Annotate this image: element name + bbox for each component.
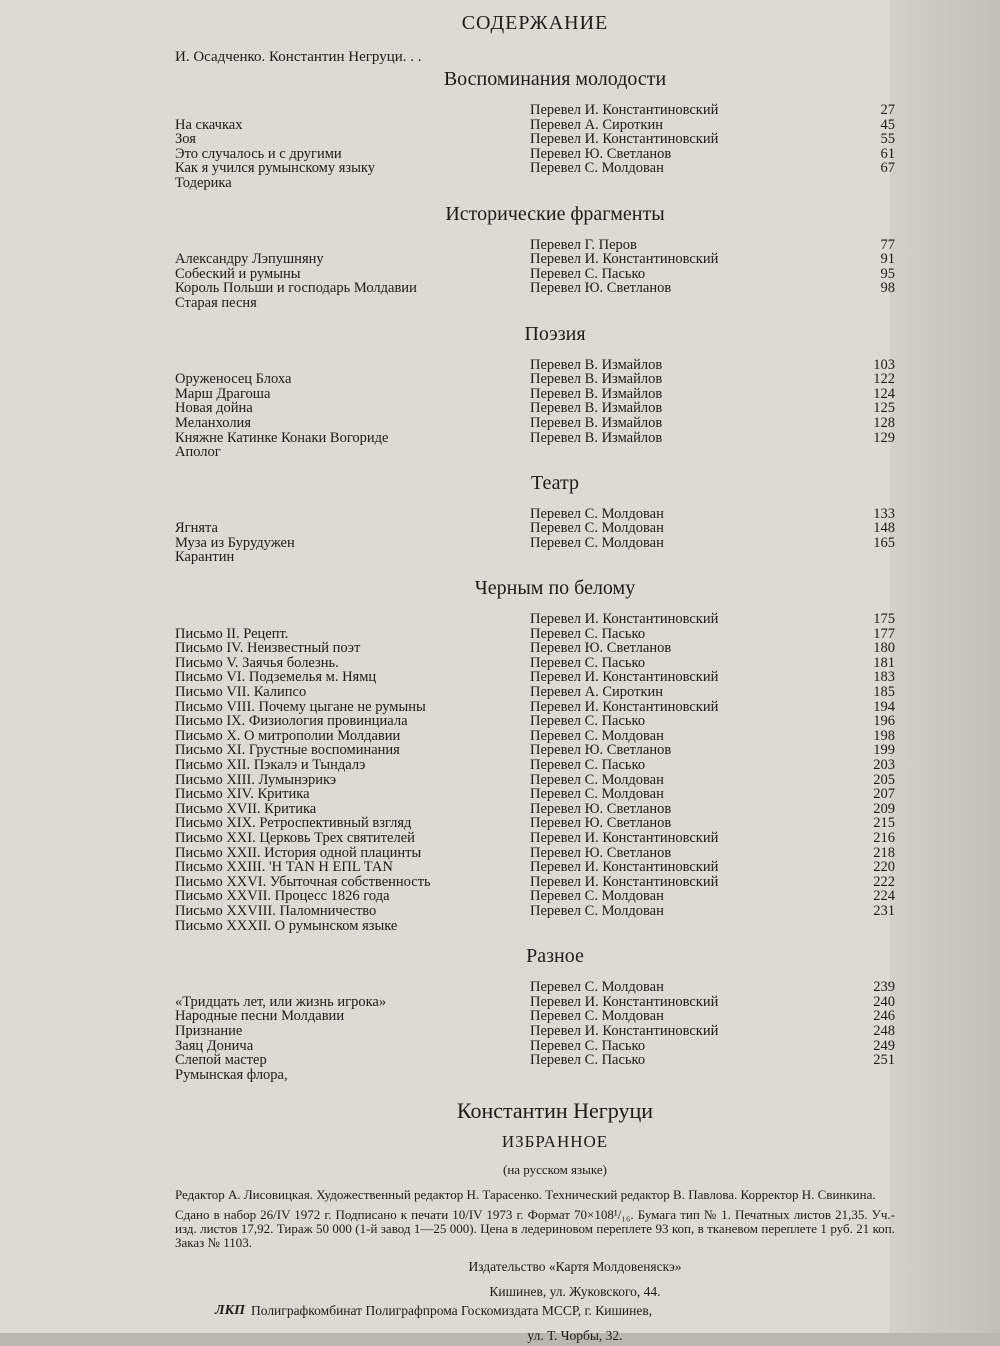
toc-row [175, 729, 895, 744]
page-number: 67 [880, 160, 895, 177]
toc-row [175, 1068, 895, 1083]
page-number [850, 550, 895, 565]
section-title: Исторические фрагменты [445, 202, 665, 225]
page-number: 194 [873, 698, 895, 715]
page-number: 128 [873, 414, 895, 431]
entry-title: Слепой мастер [175, 1053, 267, 1068]
translator: Перевел Ю. Светланов [530, 281, 672, 296]
translator: Перевел С. Пасько [530, 714, 646, 729]
page-number [850, 919, 895, 934]
page-number: 180 [873, 640, 895, 657]
toc-row [175, 743, 895, 758]
toc-row [175, 758, 895, 773]
entry-title: Письмо IX. Физиология провинциала [175, 714, 408, 729]
toc-row [175, 831, 895, 846]
translator: Перевел С. Пасько [530, 1038, 646, 1054]
toc-row [175, 281, 895, 296]
translator: Перевел В. Измайлов [530, 372, 663, 387]
entry-title: Письмо XI. Грустные воспоминания [175, 743, 400, 758]
page-number: 220 [873, 859, 895, 876]
page-number: 103 [873, 356, 895, 373]
entry-title: Карантин [175, 550, 235, 566]
page-number: 251 [873, 1052, 895, 1069]
entry-title: Письмо XXII. История одной плацинты [175, 845, 422, 861]
translator: Перевел Ю. Светланов [530, 743, 672, 758]
entry-title: Это случалось и с другими [175, 146, 342, 162]
entry-title [175, 238, 530, 253]
section-title: Воспоминания молодости [443, 68, 667, 90]
toc-row [175, 161, 895, 176]
entry-title [175, 612, 530, 627]
translator: Перевел С. Пасько [530, 1053, 646, 1068]
toc-row [175, 904, 895, 919]
page-edge [890, 0, 1000, 1333]
translator: Перевел И. Константиновский [530, 612, 719, 627]
toc-row [175, 1024, 895, 1039]
toc-row [175, 296, 895, 311]
entry-title: Письмо XII. Пэкалэ и Тындалэ [175, 758, 366, 773]
translator: Перевел И. Константиновский [530, 252, 719, 267]
translator: Перевел Ю. Светланов [530, 641, 672, 656]
translator: Перевел С. Молдован [530, 506, 664, 522]
language-note: (на русском языке) [503, 1162, 607, 1178]
page-number: 222 [873, 873, 895, 890]
page-number: 196 [873, 713, 895, 730]
page-number: 77 [880, 236, 895, 253]
translator: Перевел В. Измайлов [530, 401, 663, 416]
toc-row [175, 132, 895, 147]
translator: Перевел С. Молдован [530, 787, 664, 802]
toc-row [175, 118, 895, 133]
toc-row [175, 401, 895, 416]
section-title: Поэзия [524, 322, 586, 345]
entry-title: Письмо II. Рецепт. [175, 626, 289, 642]
translator: Перевел И. Константиновский [530, 830, 719, 846]
page-number: 198 [873, 727, 895, 744]
page-number [850, 1068, 895, 1083]
translator: Перевел Г. Перов [530, 237, 637, 253]
entry-title: Тодерика [175, 175, 232, 191]
entry-title: Письмо XIII. Лумынэрикэ [175, 772, 337, 788]
toc-row [175, 656, 895, 671]
section-title: Разное [526, 945, 584, 968]
page-number: 249 [873, 1037, 895, 1054]
entry-title: Письмо VII. Калипсо [175, 685, 307, 700]
translator: Перевел И. Константиновский [530, 874, 719, 890]
translator [530, 919, 850, 934]
page-number: 215 [873, 815, 895, 832]
translator: Перевел С. Молдован [530, 728, 664, 744]
toc-row [175, 773, 895, 788]
entry-title: Король Польши и господарь Молдавии [175, 281, 417, 296]
page-number: 231 [873, 902, 895, 919]
entry-title: Собеский и румыны [175, 266, 301, 282]
translator: Перевел С. Молдован [530, 980, 664, 995]
entry-title: Старая песня [175, 295, 257, 311]
toc-row [175, 267, 895, 282]
contents-list [175, 8, 895, 1346]
translator: Перевел С. Пасько [530, 655, 646, 671]
toc-row [175, 816, 895, 831]
translator: Перевел Ю. Светланов [530, 146, 672, 162]
entry-title: Александру Лэпушняну [175, 252, 324, 267]
translator: Перевел И. Константиновский [530, 132, 719, 147]
entry-title: Аполог [175, 445, 221, 460]
page-number: 216 [873, 829, 895, 846]
translator: Перевел С. Пасько [530, 266, 646, 282]
toc-row [175, 995, 895, 1010]
toc-row [175, 550, 895, 565]
toc-row [175, 358, 895, 373]
toc-row [175, 507, 895, 522]
page-number: 55 [880, 131, 895, 148]
translator: Перевел А. Сироткин [530, 685, 664, 700]
entry-title: Письмо VI. Подземелья м. Нямц [175, 670, 377, 686]
translator: Перевел И. Константиновский [530, 994, 719, 1010]
page-number: 175 [873, 611, 895, 628]
page-number: 27 [880, 102, 895, 118]
toc-row [175, 612, 895, 627]
translator: Перевел С. Пасько [530, 758, 646, 773]
toc-row [175, 252, 895, 267]
entry-title: Письмо XXVII. Процесс 1826 года [175, 889, 390, 904]
page-number: 199 [873, 742, 895, 759]
toc-row [175, 521, 895, 536]
toc-row [175, 641, 895, 656]
toc-row [175, 860, 895, 875]
page-number: 61 [880, 145, 895, 162]
toc-row [175, 431, 895, 446]
entry-title: Письмо XIX. Ретроспективный взгляд [175, 816, 412, 831]
translator: Перевел С. Молдован [530, 1009, 664, 1024]
toc-row [175, 238, 895, 253]
page-number: 218 [873, 844, 895, 861]
entry-title [175, 358, 530, 373]
toc-row [175, 700, 895, 715]
translator [530, 1068, 850, 1083]
toc-row [175, 387, 895, 402]
translator [530, 445, 850, 460]
translator: Перевел И. Константиновский [530, 1023, 719, 1039]
toc-row [175, 1053, 895, 1068]
page-number: 124 [873, 385, 895, 402]
entry-title: На скачках [175, 117, 243, 133]
translator: Перевел С. Молдован [530, 772, 664, 788]
translator [530, 550, 850, 565]
printer-line [215, 1302, 895, 1319]
page-number [850, 176, 895, 191]
entry-title: Письмо VIII. Почему цыгане не румыны [175, 699, 426, 715]
toc-row [175, 445, 895, 460]
entry-title: Письмо IV. Неизвестный поэт [175, 641, 361, 656]
translator: Перевел С. Молдован [530, 889, 664, 904]
entry-title: Марш Драгоша [175, 386, 271, 402]
page-number: 205 [873, 771, 895, 788]
entry-title: Ягнята [175, 521, 218, 536]
translator [530, 176, 850, 191]
entry-title: Письмо XXIII. 'Н ТАN Н ЕПL ТАN [175, 860, 393, 875]
page-number: 45 [880, 116, 895, 133]
translator: Перевел Ю. Светланов [530, 816, 672, 831]
publisher: Издательство «Картя Молдовеняскэ» [468, 1259, 682, 1275]
translator: Перевел И. Константиновский [530, 103, 719, 118]
entry-title: Письмо XXXII. О румынском языке [175, 918, 398, 934]
printer-text: Полиграфкомбинат Полиграфпрома Госкомиздата МССР, г. Кишинев, [251, 1303, 653, 1319]
page-number: 181 [873, 654, 895, 671]
translator: Перевел С. Пасько [530, 626, 646, 642]
translator: Перевел В. Измайлов [530, 386, 663, 402]
page-number: 246 [873, 1008, 895, 1025]
page-number: 98 [880, 280, 895, 297]
toc-row [175, 1039, 895, 1054]
page-number: 95 [880, 265, 895, 282]
toc-row [175, 372, 895, 387]
page-number: 122 [873, 371, 895, 388]
entry-title: «Тридцать лет, или жизнь игрока» [175, 994, 387, 1010]
translator: Перевел А. Сироткин [530, 117, 664, 133]
entry-title: Признание [175, 1023, 243, 1039]
toc-row [175, 536, 895, 551]
printer-address: ул. Т. Чорбы, 32. [527, 1328, 623, 1344]
page-number: 91 [880, 251, 895, 268]
print-info-text: Сдано в набор 26/IV 1972 г. Подписано к печати 10/IV 1973 г. Формат 70×108¹/₁₆. Бумага тип № 1. Печатных листов 21,35. Уч.-изд. листов 17,92. Тираж 50 000 (1-й завод 1—25 000). Цена в ледериновом переплете 93 коп, в тканевом переплете 1 руб. 21 коп. Заказ № 1103. [175, 1207, 895, 1251]
entry-title: Народные песни Молдавии [175, 1009, 345, 1024]
translator: Перевел В. Измайлов [530, 357, 663, 373]
page-title: СОДЕРЖАНИЕ [461, 12, 609, 34]
toc-row [175, 147, 895, 162]
page-number [850, 445, 895, 460]
toc-row [175, 802, 895, 817]
toc-row [175, 787, 895, 802]
toc-row [175, 846, 895, 861]
intro-text: И. Осадченко. Константин Негруци. . . [175, 49, 422, 65]
entry-title: Письмо XVII. Критика [175, 801, 317, 817]
translator [530, 296, 850, 311]
entry-title: Письмо XXVIII. Паломничество [175, 903, 377, 919]
section-title: Черным по белому [474, 577, 636, 600]
book-title: ИЗБРАННОЕ [501, 1132, 609, 1152]
entry-title: Меланхолия [175, 415, 251, 431]
author-name: Константин Негруци [456, 1098, 654, 1124]
page-number: 240 [873, 993, 895, 1010]
toc-row [175, 627, 895, 642]
entry-title: Письмо XXI. Церковь Трех святителей [175, 830, 415, 846]
page-number: 207 [873, 786, 895, 803]
entry-title [175, 507, 530, 522]
translator: Перевел И. Константиновский [530, 670, 719, 686]
page-number: 125 [873, 400, 895, 417]
page-number: 177 [873, 625, 895, 642]
toc-row [175, 919, 895, 934]
page-number: 248 [873, 1022, 895, 1039]
translator: Перевел С. Молдован [530, 161, 664, 176]
translator: Перевел И. Константиновский [530, 860, 719, 875]
entry-title [175, 103, 530, 118]
printer-logo: ЛКП [215, 1303, 245, 1319]
page-number: 183 [873, 669, 895, 686]
translator: Перевел Ю. Светланов [530, 801, 672, 817]
translator: Перевел С. Молдован [530, 521, 664, 536]
translator: Перевел И. Константиновский [530, 699, 719, 715]
page-number: 185 [873, 684, 895, 701]
toc-row [175, 980, 895, 995]
entry-title: Заяц Донича [175, 1038, 254, 1054]
translator: Перевел Ю. Светланов [530, 845, 672, 861]
entry-title: Письмо V. Заячья болезнь. [175, 655, 339, 671]
toc-row [175, 416, 895, 431]
page-number: 165 [873, 534, 895, 551]
page-number: 209 [873, 800, 895, 817]
intro-entry [175, 49, 895, 66]
editors-text: Редактор А. Лисовицкая. Художественный редактор Н. Тарасенко. Технический редактор В. Павлова. Корректор Н. Свинкина. [175, 1187, 876, 1203]
page-number: 148 [873, 520, 895, 537]
page-number: 133 [873, 505, 895, 522]
section-title: Театр [531, 471, 579, 494]
entry-title: Оруженосец Блоха [175, 372, 292, 387]
toc-row [175, 875, 895, 890]
entry-title: Княжне Катинке Конаки Вогориде [175, 430, 389, 446]
translator: Перевел В. Измайлов [530, 430, 663, 446]
toc-row [175, 176, 895, 191]
translator: Перевел В. Измайлов [530, 415, 663, 431]
page-number: 239 [873, 979, 895, 996]
entry-title: Письмо X. О митрополии Молдавии [175, 728, 401, 744]
toc-row [175, 714, 895, 729]
toc-row [175, 889, 895, 904]
entry-title: Как я учился румынскому языку [175, 161, 375, 176]
entry-title: Зоя [175, 132, 196, 147]
page-number: 224 [873, 888, 895, 905]
imprint [175, 1188, 895, 1250]
publisher-address: Кишинев, ул. Жуковского, 44. [489, 1284, 661, 1300]
entry-title [175, 980, 530, 995]
page-number: 203 [873, 757, 895, 773]
page-number [850, 296, 895, 311]
translator: Перевел С. Молдован [530, 535, 664, 551]
translator: Перевел С. Молдован [530, 903, 664, 919]
page-number: 129 [873, 429, 895, 446]
toc-row [175, 103, 895, 118]
toc-row [175, 685, 895, 700]
toc-row [175, 1009, 895, 1024]
entry-title: Новая дойна [175, 401, 253, 416]
entry-title: Румынская флора, [175, 1067, 288, 1083]
entry-title: Письмо XXVI. Убыточная собственность [175, 874, 431, 890]
entry-title: Муза из Бурудужен [175, 535, 295, 551]
toc-row [175, 670, 895, 685]
entry-title: Письмо XIV. Критика [175, 787, 310, 802]
